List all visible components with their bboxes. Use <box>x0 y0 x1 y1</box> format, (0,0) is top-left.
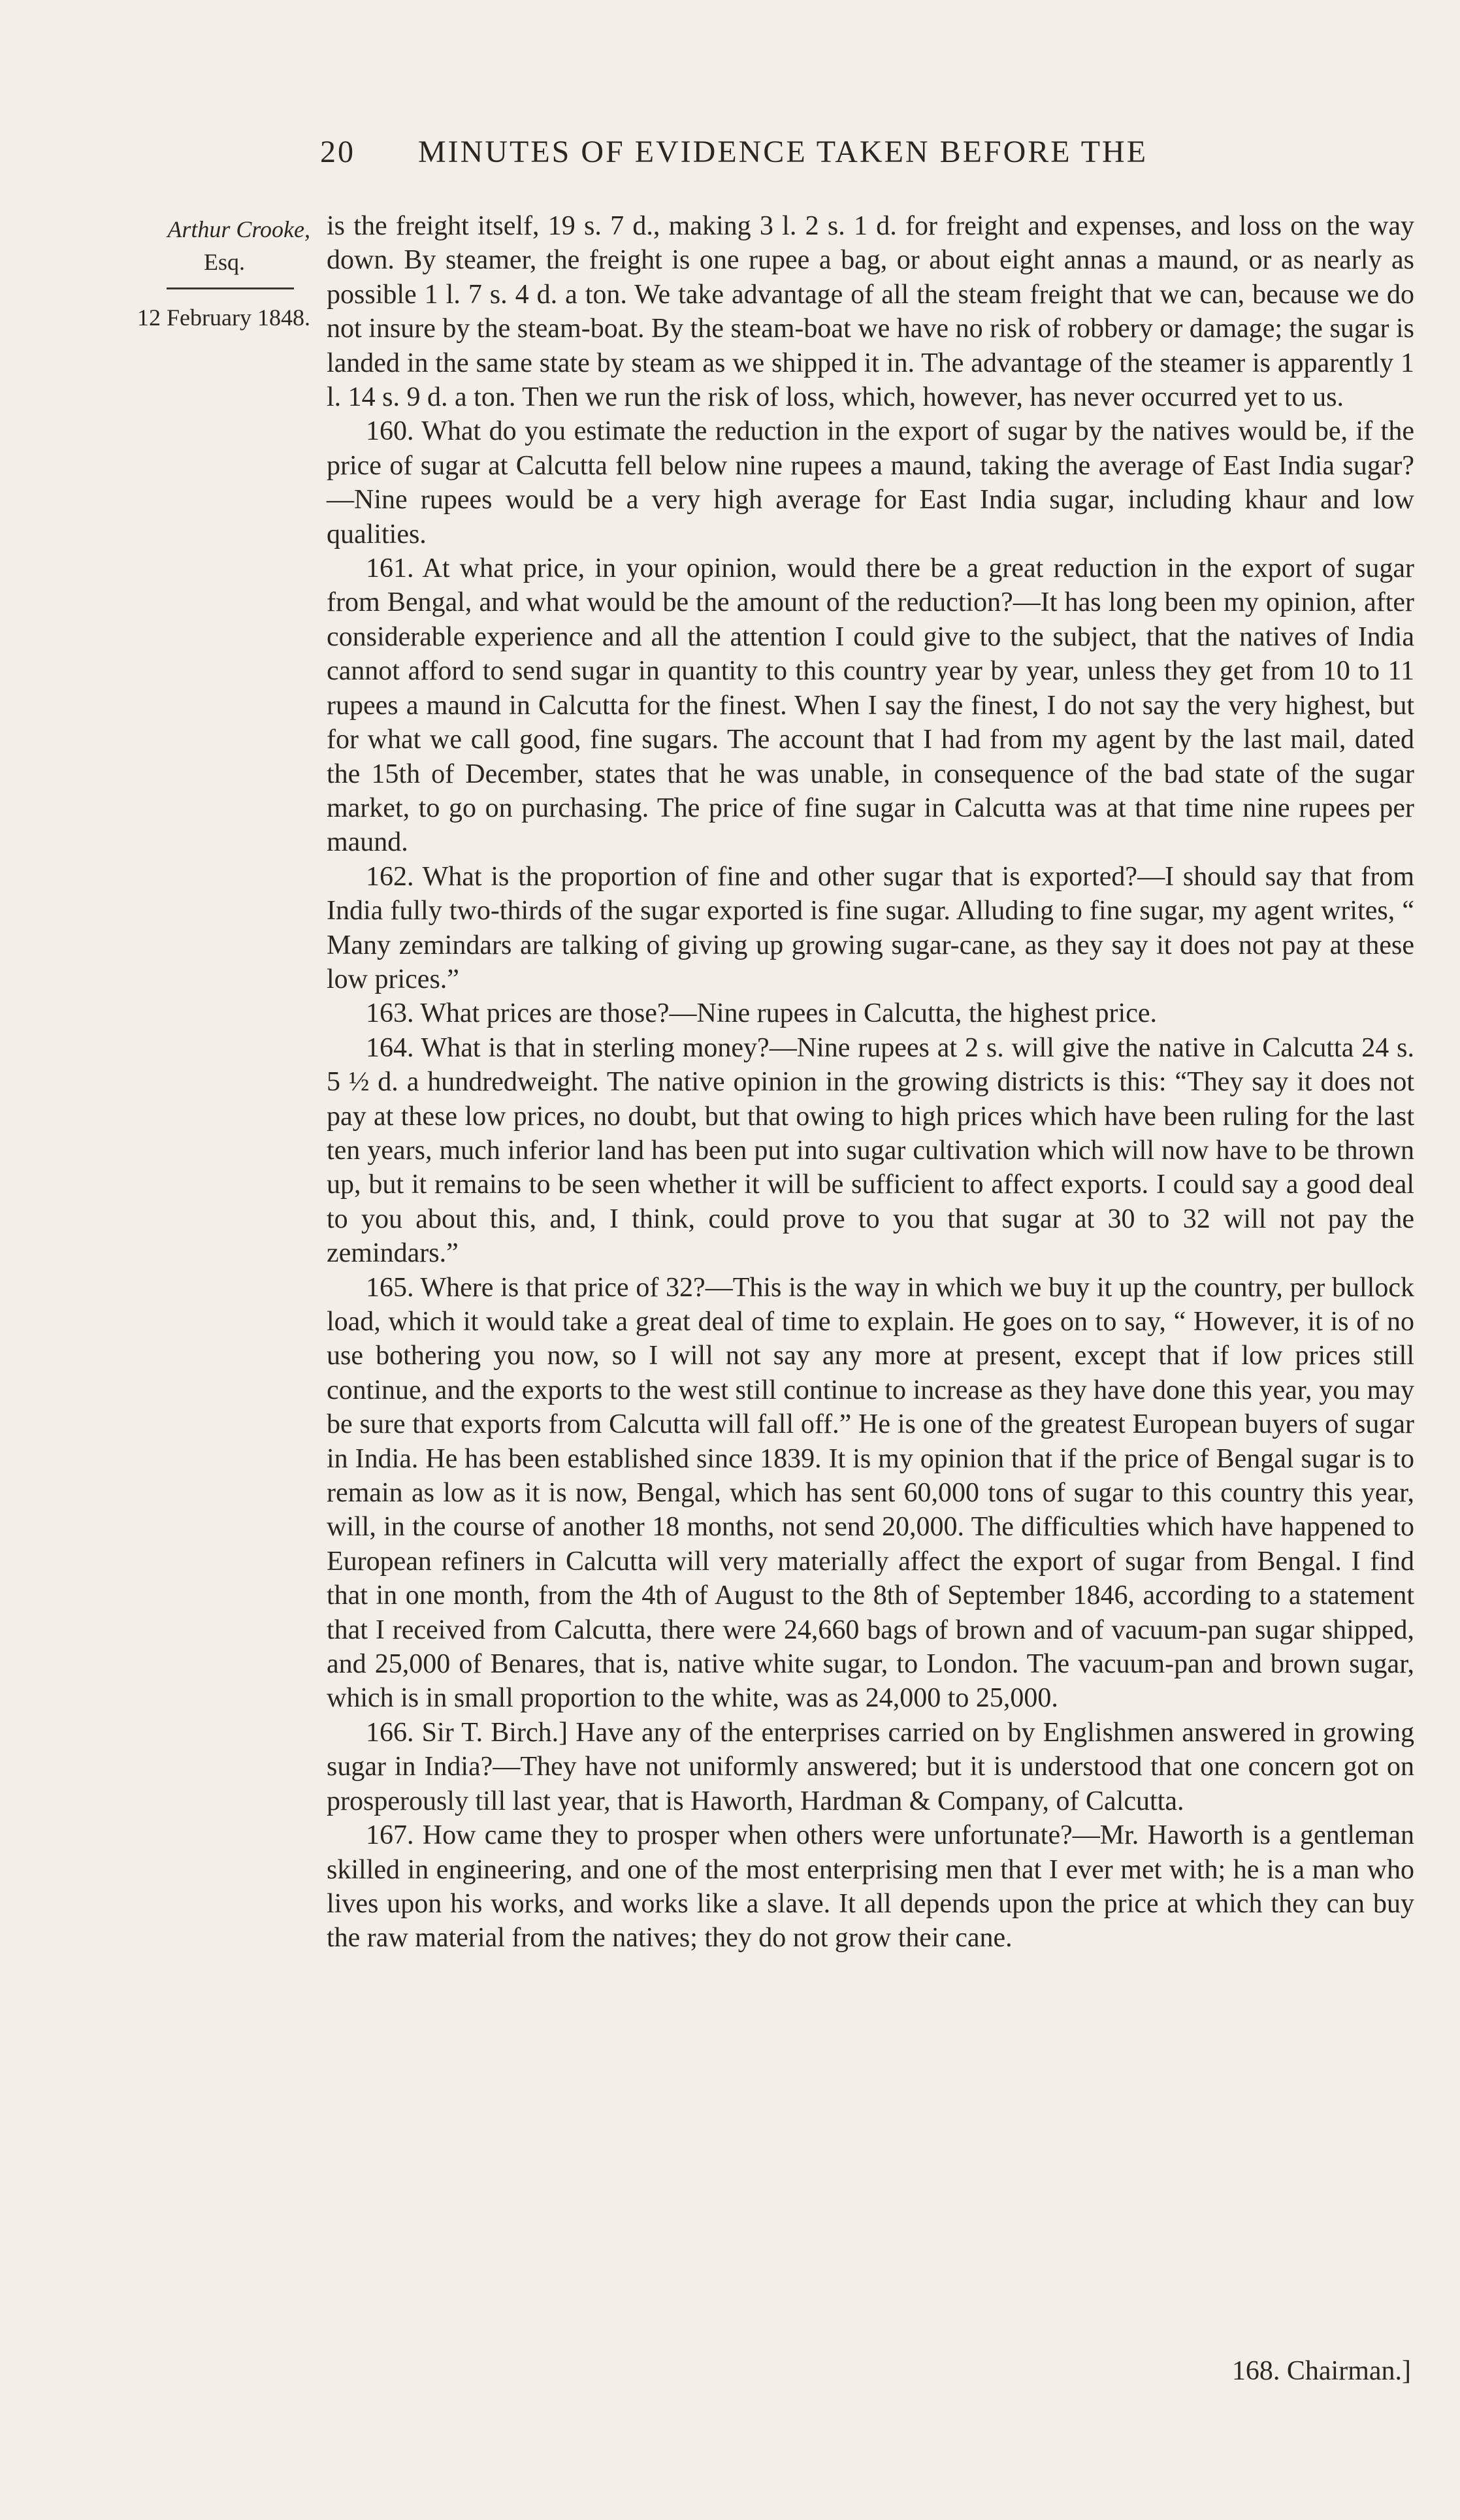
paragraph-162: 162. What is the proportion of fine and other sugar that is exported?—I should say that from India fully two-thirds of the sugar exported is fine sugar. Alluding to fine sugar, my agent writes, “ Many zemindars are talking of giving up growing sugar-cane, as they say it does not pay at these low prices.” <box>327 861 1414 994</box>
paragraph-167: 167. How came they to prosper when others were unfortunate?—Mr. Haworth is a gentleman skilled in engineering, and one of the most enterprising men that I ever met with; he is a man who lives upon his works, and works like a slave. It all depends upon the price at which they can buy the raw material from the natives; they do not grow their cane. <box>327 1820 1414 1954</box>
margin-rule <box>167 287 294 289</box>
margin-date: 12 February 1848. <box>137 304 310 331</box>
page-title: MINUTES OF EVIDENCE TAKEN BEFORE THE <box>418 135 1148 169</box>
paragraph-continuation: is the freight itself, 19 s. 7 d., making 3 l. 2 s. 1 d. for freight and expenses, and loss on the way down. By steamer, the freight is one rupee a bag, or about eight annas a maund, or as nearly as possible 1 l. 7 s. 4 d. a ton. We take advantage of all the steam freight that we can, because we do not insure by the steam-boat. By the steam-boat we have no risk of robbery or damage; the sugar is landed in the same state by steam as we shipped it in. The advantage of the steamer is apparently 1 l. 14 s. 9 d. a ton. Then we run the risk of loss, which, however, has never occurred yet to us. <box>327 211 1414 413</box>
margin-witness-name: Arthur Crooke, <box>167 216 310 242</box>
paragraph-164: 164. What is that in sterling money?—Nine rupees at 2 s. will give the native in Calcutta 24 s. 5 ½ d. a hundredweight. The native opinion in the growing districts is this: “They say it does not pay at these low prices, no doubt, but that owing to high prices which have been ruling for the last ten years, much inferior land has been put into sugar cultivation which will now have to be thrown up, but it remains to be seen whether it will be sufficient to affect exports. I could say a good deal to you about this, and, I think, could prove to you that sugar at 30 to 32 will not pay the zemindars.” <box>327 1032 1414 1269</box>
catchword: 168. Chairman.] <box>1231 2356 1411 2386</box>
running-header <box>320 134 1300 170</box>
paragraph-163: 163. What prices are those?—Nine rupees in Calcutta, the highest price. <box>366 998 1157 1029</box>
paragraph-160: 160. What do you estimate the reduction in the export of sugar by the natives would be, if the price of sugar at Calcutta fell below nine rupees a maund, taking the average of East India sugar?—Nine rupees would be a very high average for East India sugar, including khaur and low qualities. <box>327 416 1414 549</box>
paragraph-161: 161. At what price, in your opinion, would there be a great reduction in the export of sugar from Bengal, and what would be the amount of the reduction?—It has long been my opinion, after considerable experience and all the attention I could give to the subject, that the natives of India cannot afford to send sugar in quantity to this country year by year, unless they get from 10 to 11 rupees a maund in Calcutta for the finest. When I say the finest, I do not say the very highest, but for what we call good, fine sugars. The account that I had from my agent by the last mail, dated the 15th of December, states that he was unable, in consequence of the bad state of the sugar market, to go on purchasing. The price of fine sugar in Calcutta was at that time nine rupees per maund. <box>327 553 1414 858</box>
paragraph-165: 165. Where is that price of 32?—This is the way in which we buy it up the country, per bullock load, which it would take a great deal of time to explain. He goes on to say, “ However, it is of no use bothering you now, so I will not say any more at present, except that if low prices still continue, and the exports to the west still continue to increase as they have done this year, you may be sure that exports from Calcutta will fall off.” He is one of the greatest European buyers of sugar in India. He has been established since 1839. It is my opinion that if the price of Bengal sugar is to remain as low as it is now, Bengal, which has sent 60,000 tons of sugar to this country this year, will, in the course of another 18 months, not send 20,000. The difficulties which have happened to European refiners in Calcutta will very materially affect the export of sugar from Bengal. I find that in one month, from the 4th of August to the 8th of September 1846, according to a statement that I received from Calcutta, there were 24,660 bags of brown and of vacuum-pan sugar shipped, and 25,000 of Benares, that is, native white sugar, to London. The vacuum-pan and brown sugar, which is in small proportion to the white, was as 24,000 to 25,000. <box>327 1272 1414 1714</box>
page-number: 20 <box>320 135 355 169</box>
margin-witness-suffix: Esq. <box>204 249 245 275</box>
evidence-text <box>327 209 1414 1955</box>
paragraph-166: 166. Sir T. Birch.] Have any of the enterprises carried on by Englishmen answered in growing sugar in India?—They have not uniformly answered; but it is understood that one concern got on prosperously till last year, that is Haworth, Hardman & Company, of Calcutta. <box>327 1717 1414 1816</box>
